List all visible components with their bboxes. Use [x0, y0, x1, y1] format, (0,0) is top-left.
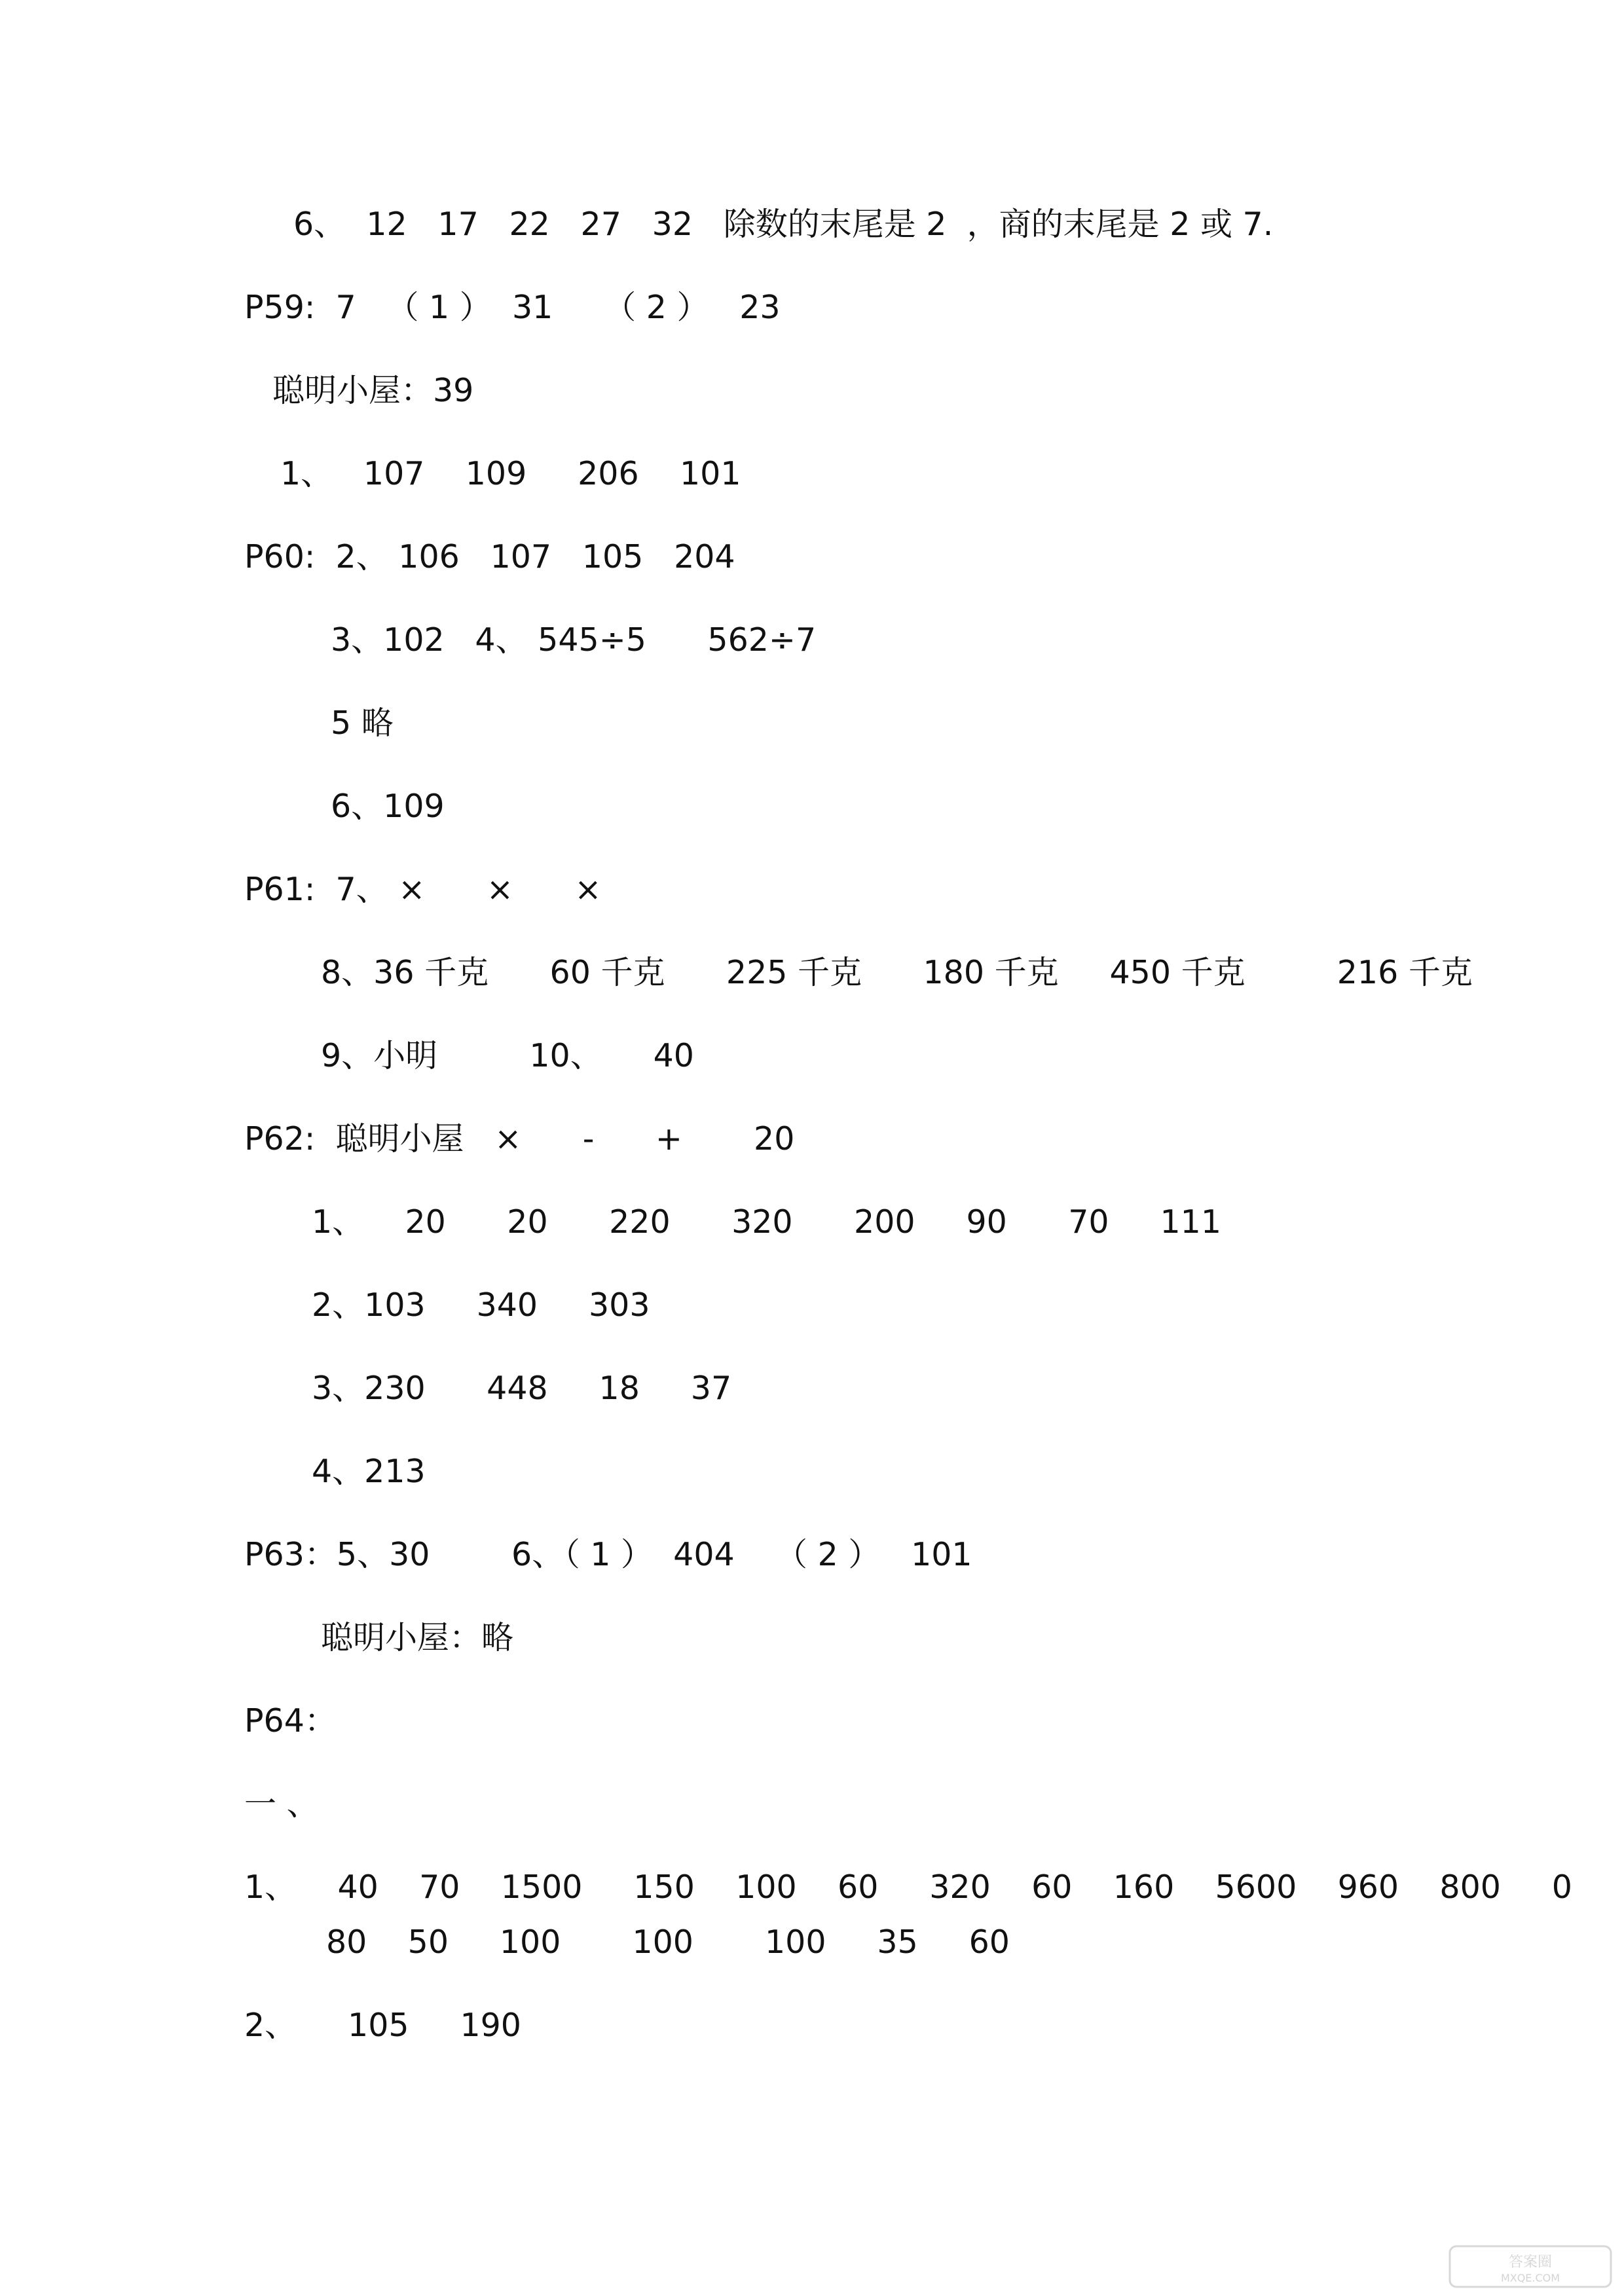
answer-line: P61: 7、 × × × [244, 871, 602, 908]
answer-line: 一 、 [244, 1785, 319, 1823]
answer-line: 3、230 448 18 37 [312, 1370, 732, 1407]
answer-line: 1、 40 70 1500 150 100 60 320 60 160 5600 960 800 0 [244, 1868, 1572, 1906]
watermark-logo [1449, 2244, 1612, 2289]
answer-line: 9、小明 10、 40 [321, 1037, 694, 1074]
answer-line: 80 50 100 100 100 35 60 [326, 1923, 1010, 1961]
answer-line: P62: 聪明小屋 × - + 20 [244, 1120, 795, 1157]
answer-line: P60: 2、 106 107 105 204 [244, 538, 735, 575]
answer-line: 2、 105 190 [244, 2007, 521, 2044]
answer-line: 4、213 [312, 1453, 426, 1490]
answer-line: 2、103 340 303 [312, 1286, 650, 1324]
answer-line: 1、 107 109 206 101 [280, 455, 741, 492]
answer-line: 5 略 [331, 704, 394, 742]
answer-line: 8、36 千克 60 千克 225 千克 180 千克 450 千克 216 千克 [321, 954, 1473, 991]
answer-line: P63：5、30 6、（ 1 ） 404 （ 2 ） 101 [244, 1536, 972, 1573]
answer-line: 6、 12 17 22 27 32 除数的末尾是 2 ，商的末尾是 2 或 7. [293, 206, 1274, 243]
answer-line: 聪明小屋：略 [321, 1619, 514, 1656]
watermark-label: 答案圈 [1508, 2254, 1553, 2270]
answer-line: 聪明小屋：39 [272, 372, 474, 409]
answer-line: P64： [244, 1702, 337, 1740]
answer-line: 3、102 4、 545÷5 562÷7 [331, 621, 817, 659]
answer-line: 1、 20 20 220 320 200 90 70 111 [312, 1203, 1222, 1241]
answer-line: P59: 7 （ 1 ） 31 （ 2 ） 23 [244, 289, 781, 326]
watermark-site: MXQE.COM [1500, 2272, 1560, 2284]
answer-line: 6、109 [331, 788, 445, 825]
